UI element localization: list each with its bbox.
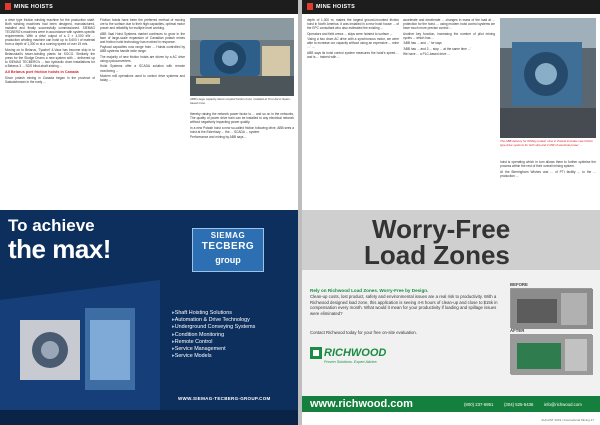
- email-link[interactable]: info@richwood.com: [544, 402, 582, 407]
- section-header: MINE HOISTS: [302, 0, 600, 14]
- ad-website-link[interactable]: www.richwood.com: [310, 398, 413, 410]
- services-list: [172, 310, 292, 360]
- service-item: ▸ Underground Conveying Systems: [172, 324, 292, 331]
- page-footer: AUGUST 2019 | International Mining 47: [302, 412, 600, 425]
- service-item: ▸ Automation & Drive Technology: [172, 317, 292, 324]
- article-column-2: Friction hoists have been the preferred method of moving ore to the surface due to their high capacities, optimal motor power and reliability for multiple level working. ABB Vaal Hoist Systems market continues to grow in the face of large-scale expansion of Canadian potash mines and friction hoist technology has evolved in response. Payload capacities now range from ... Hoists controlled by ABB systems handle wide range. The majority of new friction hoists are driven by a AC drive using cycloconverters. Hoist Systems offer a SCADA solution with remote monitoring ... Modern mill operations used to control drive systems and today ...: [100, 18, 185, 83]
- phone-2[interactable]: (304) 525-5436: [504, 402, 534, 407]
- after-label: AFTER: [510, 328, 525, 333]
- ad-headline: Worry-Free: [372, 214, 511, 244]
- phone-1[interactable]: (800) 237-6951: [464, 402, 494, 407]
- richwood-logo: RICHWOOD Proven Solutions. Expert Advice.: [310, 342, 410, 372]
- service-item: ▸ Remote Control: [172, 339, 292, 346]
- article-column-1: a drive type friction winding machine for the production shaft. Both winding machines had been designed, manufactured, installed and finally successfully commissioned. SIEMAG TECBERG's machines were in accordance with system-specific requirements. With a drive output of a 2 × 4,000 kW ... production winding machine can hoist up to 5,600 t of material from a depth of 1,300 m at a running speed of over 15 m/s. Moving on to Belarus, 'Tyazhel' 4-Vauz has become ship in to Belaruskali's tower-hoisting plants for SOCO. Similarly the press for the Sludge Drums a new system with ... delivered up to SIEMAG TECBERG's ... two hydraulic drum installations for a Belarus 3 ... SDS blind-shaft sinking ... All Belarus port friction hoists in Canada Since potash mining in Canada began in the province of Saskatchewan in the early ...: [5, 18, 95, 84]
- service-item: ▸ Service Management: [172, 346, 292, 353]
- richwood-mark-icon: [310, 347, 324, 361]
- richwood-ad[interactable]: [302, 210, 600, 425]
- siemag-tecberg-logo: SIEMAG TECBERG group: [192, 228, 264, 272]
- after-photo: [510, 334, 592, 374]
- article-column-2: accelerate and decelerate ... changes in mass of the load at ... protection for the hoist. ... using modern hoist control systems we have much more precise control ... Another key function, increasing the number of pilot mining cycles ... which has ... 'ABB has ... and ...' he says 'ABB has ... and 3 ... stop ... at the same time ...' We have ... a PLC-based drive ...: [403, 18, 495, 57]
- siemag-tecberg-ad[interactable]: [0, 210, 298, 425]
- ad-headline-2: Load Zones: [364, 240, 510, 270]
- potash-mine-photo: [500, 18, 596, 138]
- service-item: ▸ Condition Monitoring: [172, 332, 292, 339]
- ad-body-text: Clean-up costs, lost product, safety and environmental issues are a real risk to productivity. With a Richwood designed load zone, this application is seeing 4-6 hours of clean-up and close to $15k in compensation every month. What would it mean for your productivity if loading and spillage issues were eliminated?: [310, 294, 498, 316]
- photo-caption: The ABB delivery for Whitley potash mine in Poland includes new friction type drive systems for both skip and 4 MW of electrical power ...: [500, 139, 593, 147]
- ad-contact-bar: [302, 396, 600, 412]
- ad-contact-line: Contact Richwood today for your free on-site evaluation.: [310, 330, 418, 335]
- photo-caption: ABB's large capacity direct-coupled friction hoist, installed at Toro Zai in Spain-based mine.: [190, 97, 291, 105]
- section-header: MINE HOISTS: [0, 0, 298, 14]
- subheading: All Belarus port friction hoists in Canada: [5, 70, 79, 75]
- ad-headline: To achieve: [8, 216, 95, 235]
- im-logo-icon: [307, 3, 313, 10]
- ad-website-link[interactable]: WWW.SIEMAG-TECBERG-GROUP.COM: [178, 396, 271, 401]
- im-logo-icon: [5, 3, 11, 10]
- ad-headline-2: the max!: [8, 234, 111, 264]
- before-label: BEFORE: [510, 282, 528, 287]
- service-item: ▸ Shaft Hoisting Solutions: [172, 310, 292, 317]
- article-column-3: hoist is operating which in turn allows them to further optimise the process within the rest of their overall mining system. At the Birmingham Wishes and ... of PTI facility ... to the ... production ...: [500, 160, 596, 178]
- ad-subhead: Rely on Richwood Load Zones. Worry-Free by Design.: [310, 288, 429, 293]
- before-photo: [510, 288, 592, 328]
- service-item: ▸ Service Models: [172, 353, 292, 360]
- article-column-3: thereby raising the network power factor to ... and so on in the networks. The quality of power drive train can be installed to any electrical network without negatively impacting power quality. In a new Potash hoist a new so-called friction following drive, ABB sees a hoist at the Esterhazy ... the ... SCADA ... system Performance and mining by ABB says ...: [190, 112, 294, 140]
- hoist-photo: [190, 18, 294, 96]
- article-column-1: depth of 1,300 m, makes the largest ground-mounted friction hoist in North America. It was installed in a new hoist house ... of the EPC consultant who also estimated the existing ... Operators and field crews ... skips were hoisted to surface ... 'Using a two drum AC drive with a synchronous motor, we were able to increase our capacity without using an expensive ... mine ... ' ... ABB says its hoist control system measures the hoist's speed ... and is ... trained with ...: [307, 18, 399, 59]
